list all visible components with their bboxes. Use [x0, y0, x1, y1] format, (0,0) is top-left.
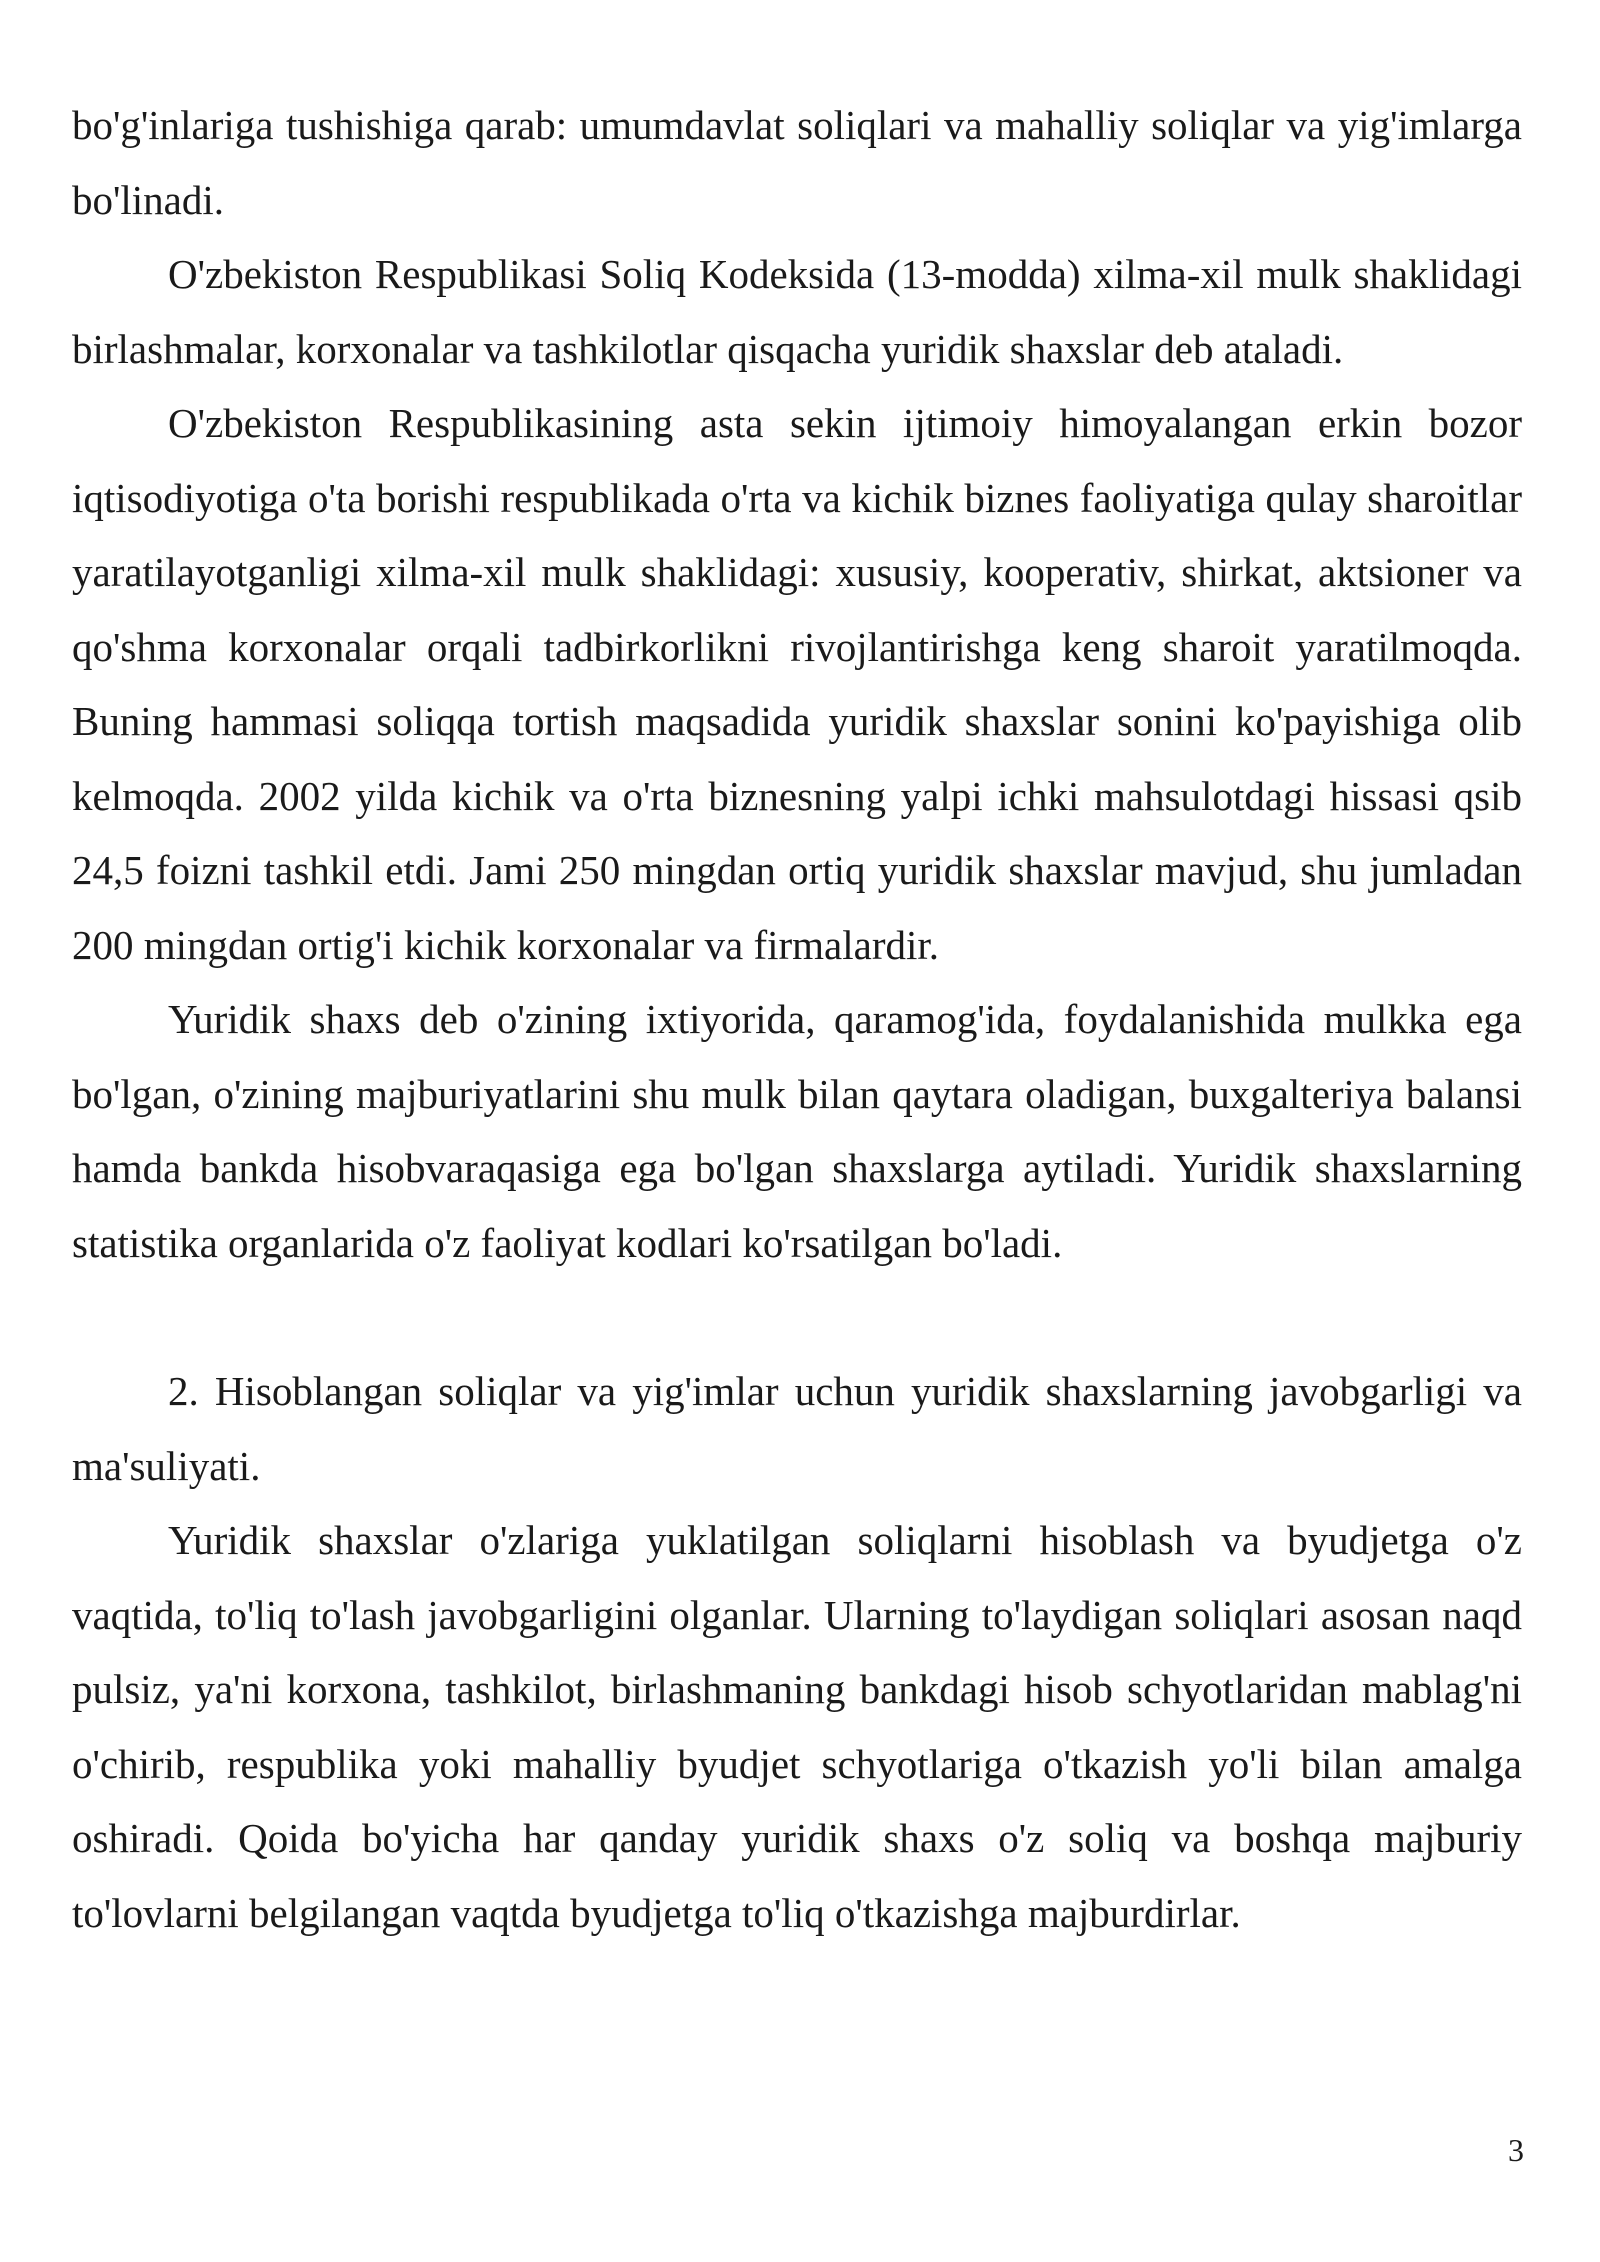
paragraph-legal-entity-meaning: Yuridik shaxs deb o'zining ixtiyorida, qaramog'ida, foydalanishida mulkka ega bo'lgan, o'zining majburiyatlarini shu mulk bilan qaytara oladigan, buxgalteriya balansi hamda bankda hisobvaraqasiga ega bo'lgan shaxslarga aytiladi. Yuridik shaxslarning statistika organlarida o'z faoliyat kodlari ko'rsatilgan bo'ladi.	[72, 996, 1522, 1266]
document-page	[72, 88, 1522, 1950]
paragraph-tax-responsibility: Yuridik shaxslar o'zlariga yuklatilgan soliqlarni hisoblash va byudjetga o'z vaqtida, to'liq to'lash javobgarligini olganlar. Ularning to'laydigan soliqlari asosan naqd pulsiz, ya'ni korxona, tashkilot, birlashmaning bankdagi hisob schyotlaridan mablag'ni o'chirib, respublika yoki mahalliy byudjet schyotlariga o'tkazish yo'li bilan amalga oshiradi. Qoida bo'yicha har qanday yuridik shaxs o'z soliq va boshqa majburiy to'lovlarni belgilangan vaqtda byudjetga to'liq o'tkazishga majburdirlar.	[72, 1517, 1522, 1936]
paragraph-legal-entities-definition: O'zbekiston Respublikasi Soliq Kodeksida (13-modda) xilma-xil mulk shaklidagi birlashmalar, korxonalar va tashkilotlar qisqacha yuridik shaxslar deb ataladi.	[72, 251, 1522, 372]
page-number: 3	[1508, 2132, 1524, 2168]
paragraph-continuation: bo'g'inlariga tushishiga qarab: umumdavlat soliqlari va mahalliy soliqlar va yig'imlarga bo'linadi.	[72, 102, 1522, 223]
section-heading: 2. Hisoblangan soliqlar va yig'imlar uchun yuridik shaxslarning javobgarligi va ma'suliyati.	[72, 1368, 1522, 1489]
paragraph-spacer	[72, 1280, 1522, 1354]
paragraph-market-economy: O'zbekiston Respublikasining asta sekin ijtimoiy himoyalangan erkin bozor iqtisodiyotiga o'ta borishi respublikada o'rta va kichik biznes faoliyatiga qulay sharoitlar yaratilayotganligi xilma-xil mulk shaklidagi: xususiy, kooperativ, shirkat, aktsioner va qo'shma korxonalar orqali tadbirkorlikni rivojlantirishga keng sharoit yaratilmoqda. Buning hammasi soliqqa tortish maqsadida yuridik shaxslar sonini ko'payishiga olib kelmoqda. 2002 yilda kichik va o'rta biznesning yalpi ichki mahsulotdagi hissasi qsib 24,5 foizni tashkil etdi. Jami 250 mingdan ortiq yuridik shaxslar mavjud, shu jumladan 200 mingdan ortig'i kichik korxonalar va firmalardir.	[72, 400, 1522, 968]
